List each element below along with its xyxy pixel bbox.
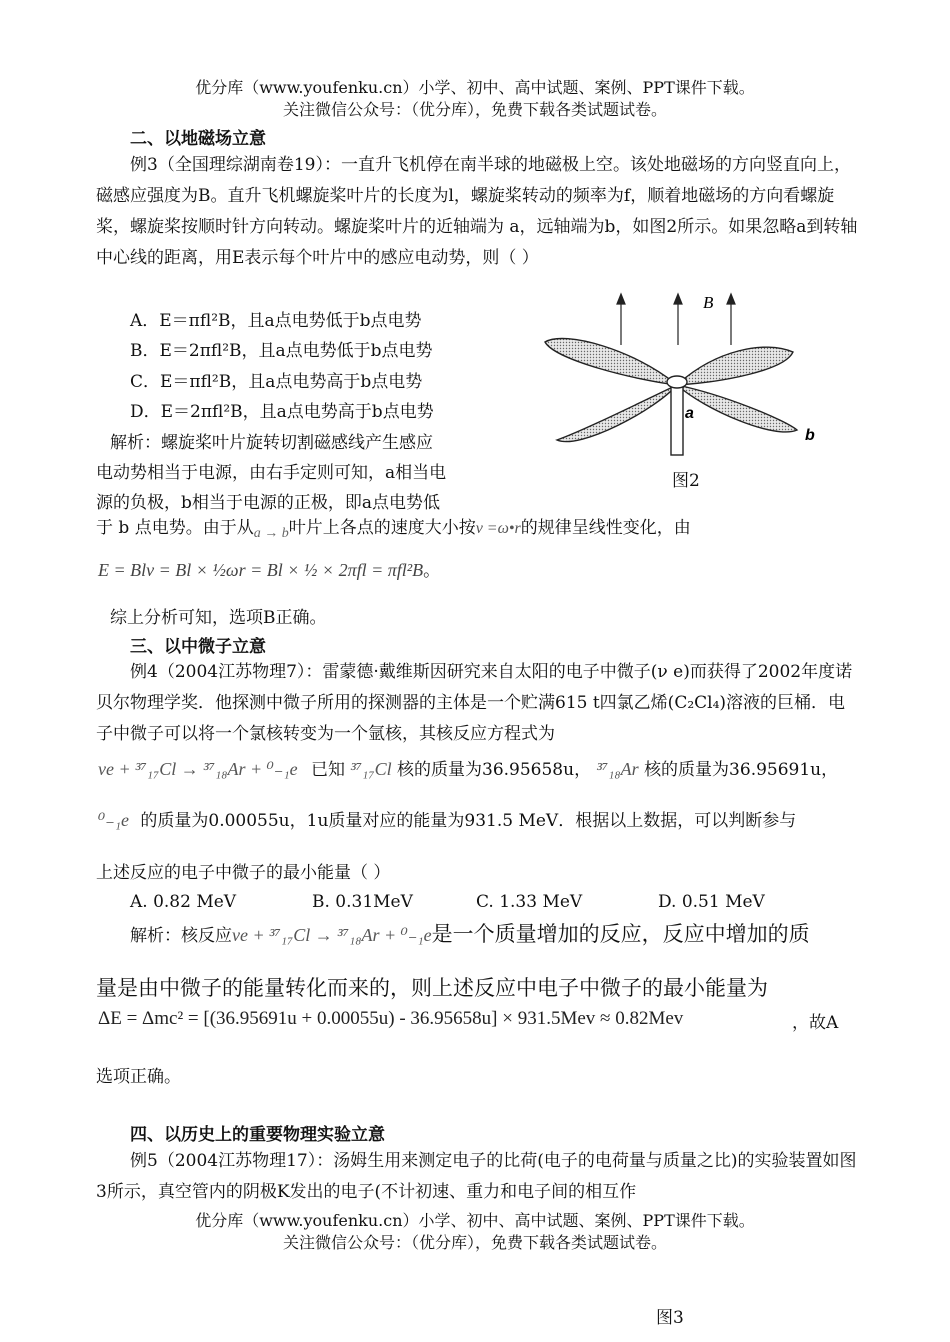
emf-formula: E = Blv = Bl × ½ωr = Bl × ½ × 2πfl = πfl²B [98, 560, 424, 580]
section-2-title: 二、以地磁场立意 [130, 129, 266, 149]
analysis-4-line-2: 量是由中微子的能量转化而来的，则上述反应中电子中微子的最小能量为 [96, 976, 768, 1000]
header-line-1: 优分库（www.youfenku.cn）小学、初中、高中试题、案例、PPT课件下载。 [195, 78, 755, 97]
section-4-title: 四、以历史上的重要物理实验立意 [130, 1125, 385, 1145]
analysis-line-2: 电动势相当于电源，由右手定则可知，a相当电 [96, 463, 447, 483]
electron-symbol: ⁰₋₁e [98, 810, 129, 830]
rotor-shaft [671, 380, 683, 455]
choice-a: A. 0.82 MeV [130, 892, 237, 912]
analysis-line-1: 解析：螺旋桨叶片旋转切割磁感线产生感应 [110, 433, 433, 453]
analysis-line-3: 源的负极，b相当于电源的正极，即a点电势低 [96, 493, 441, 513]
footer-line-1: 优分库（www.youfenku.cn）小学、初中、高中试题、案例、PPT课件下载。 [195, 1211, 755, 1230]
figure-3-caption: 图3 [656, 1308, 684, 1328]
section-3-title: 三、以中微子立意 [130, 637, 266, 657]
section-3-conclusion: 选项正确。 [96, 1067, 181, 1087]
reaction-equation: νe + ³⁷₁₇Cl → ³⁷₁₈Ar + ⁰₋₁e [98, 759, 298, 779]
example-5-text: 例5（2004江苏物理17）：汤姆生用来测定电子的比荷(电子的电荷量与质量之比)的实验装置如图3所示，真空管内的阴极K发出的电子(不计初速、重力和电子间的相互作 [96, 1151, 857, 1202]
option-a: A．E＝πfl²B，且a点电势低于b点电势 [130, 311, 422, 331]
field-lines [617, 294, 735, 345]
choice-c: C. 1.33 MeV [476, 892, 583, 912]
figure-2-caption: 图2 [672, 471, 700, 491]
example-3-text: 例3（全国理综湖南卷19）：一直升飞机停在南半球的地磁极上空。该处地磁场的方向竖直向上，磁感应强度为B。直升飞机螺旋桨叶片的长度为l，螺旋桨转动的频率为f，顺着地磁场的方向看螺旋桨，螺旋桨按顺时针方向转动。螺旋桨叶片的近轴端为 a，远轴端为b，如图2所示。如果忽略a到转轴中心线的距离，用E表示每个叶片中的感应电动势，则（ ） [96, 155, 858, 268]
argon-symbol: ³⁷₁₈Ar [596, 759, 639, 779]
chlorine-symbol: ³⁷₁₇Cl [350, 759, 392, 779]
analysis-line-4: 于 b 点电势。由于从$_{a \to b}$叶片上各点的速度大小按v =ω•r的规律呈线性变化，由 [96, 518, 691, 541]
fig-b-field-label: B [703, 293, 714, 312]
choice-b: B. 0.31MeV [312, 892, 413, 912]
header-line-2: 关注微信公众号：（优分库），免费下载各类试题试卷。 [282, 100, 667, 119]
propeller-figure [535, 290, 835, 490]
reaction-equation-2: νe + ³⁷₁₇Cl → ³⁷₁₈Ar + ⁰₋₁e [232, 925, 432, 945]
emf-formula-line: E = Blv = Bl × ½ωr = Bl × ½ × 2πfl = πfl²B。 [98, 560, 441, 581]
example-4-text: 例4（2004江苏物理7）：雷蒙德·戴维斯因研究来自太阳的电子中微子(ν e)而获得了2002年度诺贝尔物理学奖．他探测中微子所用的探测器的主体是一个贮满615 t四氯乙烯(C₂Cl₄)溶液的巨桶．电子中微子可以将一个氯核转变为一个氩核，其核反应方程式为 [96, 662, 853, 744]
fig-a-label: a [685, 405, 694, 422]
choice-d: D. 0.51 MeV [658, 892, 765, 912]
reaction-line: νe + ³⁷₁₇Cl → ³⁷₁₈Ar + ⁰₋₁e 已知 ³⁷₁₇Cl 核的质量为36.95658u， ³⁷₁₈Ar 核的质量为36.95691u， [98, 759, 839, 780]
question-line: 上述反应的电子中微子的最小能量（ ） [96, 863, 391, 883]
footer-line-2: 关注微信公众号：（优分库），免费下载各类试题试卷。 [282, 1233, 667, 1252]
section-2-conclusion: 综上分析可知，选项B正确。 [110, 608, 327, 628]
option-b: B．E＝2πfl²B，且a点电势低于b点电势 [130, 341, 433, 361]
option-d: D．E＝2πfl²B，且a点电势高于b点电势 [130, 402, 434, 422]
electron-mass-line: ⁰₋₁e 的质量为0.00055u，1u质量对应的能量为931.5 MeV．根据以上数据，可以判断参与 [98, 810, 797, 831]
option-c: C．E＝πfl²B，且a点电势高于b点电势 [130, 372, 423, 392]
delta-e-line: ΔE = Δmc² = [(36.95691u + 0.00055u) - 36.95658u] × 931.5Mev ≈ 0.82Mev ，故A [98, 1008, 839, 1033]
ab-arrow: a → b [253, 526, 289, 541]
fig-b-label: b [805, 427, 815, 444]
v-formula: v =ω•r [475, 520, 521, 537]
analysis-4-line-1: 解析：核反应νe + ³⁷₁₇Cl → ³⁷₁₈Ar + ⁰₋₁e是一个质量增加的反应，反应中增加的质 [130, 922, 810, 946]
delta-e-formula: ΔE = Δmc² = [(36.95691u + 0.00055u) - 36.95658u] × 931.5Mev ≈ 0.82Mev [98, 1008, 684, 1029]
